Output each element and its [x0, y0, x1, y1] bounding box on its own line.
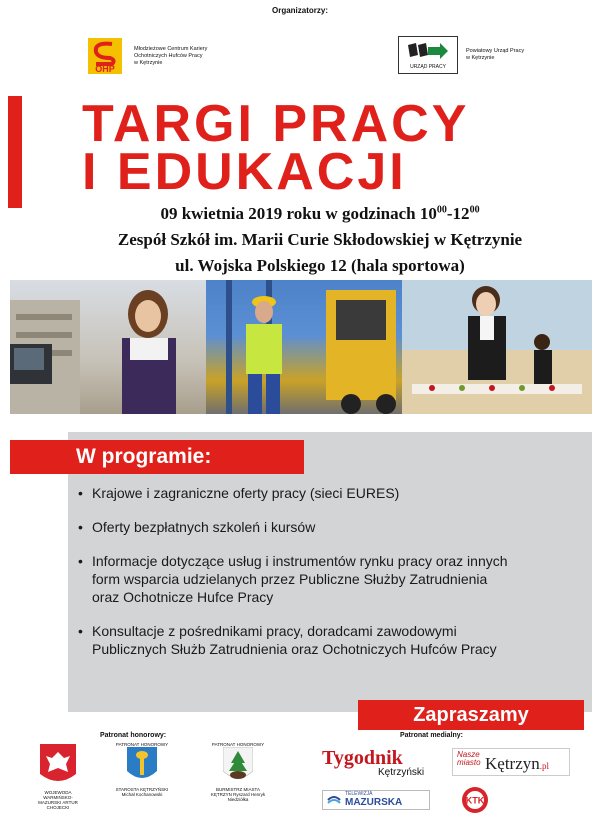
urzad-pracy-logo-text: URZĄD PRACY	[410, 63, 446, 70]
honorary-patronage-label: Patronat honorowy:	[100, 732, 167, 739]
ohp-logo-text: OHP	[95, 64, 115, 74]
ketrzyn-coat-of-arms-icon	[223, 747, 253, 785]
photo-cashier	[10, 280, 206, 414]
media-ktk	[458, 786, 492, 814]
pup-caption: Powiatowy Urząd Pracy w Kętrzynie	[466, 48, 525, 61]
media-patronage-label: Patronat medialny:	[400, 732, 464, 739]
photo-waitress	[402, 280, 592, 414]
organizer-ohp	[82, 34, 224, 78]
title-accent-bar	[8, 96, 22, 208]
program-item: • Krajowe i zagraniczne oferty pracy (sieci EURES)	[78, 484, 588, 502]
organizers-label: Organizatorzy:	[271, 6, 328, 15]
event-date: 09 kwietnia 2019 roku w godzinach $10^{00}-12^{00}$	[160, 204, 480, 223]
sponsor-burmistrz: PATRONAT HONOROWY BURMISTRZ MIASTA KĘTRZYN Ryszard Henryk Niedziółka	[210, 742, 266, 802]
powiat-coat-of-arms-icon	[127, 747, 157, 785]
program-item: • Informacje dotyczące usług i instrumentów rynku pracy oraz innych form wsparcia udzielanych przez Publiczne Służby Zatrudnienia oraz Ochotnicze Hufce Pracy	[78, 552, 508, 606]
media-tygodnik-ketrzynski: Tygodnik Kętrzyński	[322, 747, 425, 778]
ohp-caption: Młodzieżowe Centrum Kariery Ochotniczych Hufców Pracy w Kętrzynie	[134, 45, 208, 66]
media-telewizja-mazurska: TELEWIZJA MAZURSKA	[322, 790, 430, 810]
event-venue: Zespół Szkół im. Marii Curie Skłodowskiej w Kętrzynie	[117, 230, 523, 249]
organizer-pup	[398, 36, 546, 74]
media-nasze-miasto: Nasze miasto Kętrzyn.pl	[452, 748, 570, 776]
tv-logo-icon	[327, 794, 341, 806]
program-list	[78, 484, 588, 674]
event-address: ul. Wojska Polskiego 12 (hala sportowa)	[175, 256, 465, 275]
title-line-1: TARGI PRACY	[82, 95, 470, 153]
program-item: • Konsultacje z pośrednikami pracy, doradcami zawodowymi Publicznych Służb Zatrudnienia oraz Ochotniczych Hufców Pracy	[78, 622, 508, 658]
photo-warehouse-worker	[206, 280, 402, 414]
program-header: W programie:	[10, 440, 304, 474]
sponsor-wojewoda: WOJEWODA WARMIŃSKO-MAZURSKI ARTUR CHOJECKI	[36, 744, 80, 810]
polish-eagle-icon	[40, 744, 76, 788]
urzad-pracy-logo	[398, 36, 458, 74]
sponsor-starosta: PATRONAT HONOROWY STAROSTA KĘTRZYŃSKI Michał Kochanowski	[115, 742, 169, 797]
title-line-2: I EDUKACJI	[82, 143, 407, 201]
ktk-logo-text: KTK	[465, 795, 485, 806]
photo-strip	[10, 280, 592, 414]
ohp-logo	[82, 34, 128, 78]
invite-banner: Zapraszamy	[358, 700, 584, 730]
program-item: • Oferty bezpłatnych szkoleń i kursów	[78, 518, 588, 536]
